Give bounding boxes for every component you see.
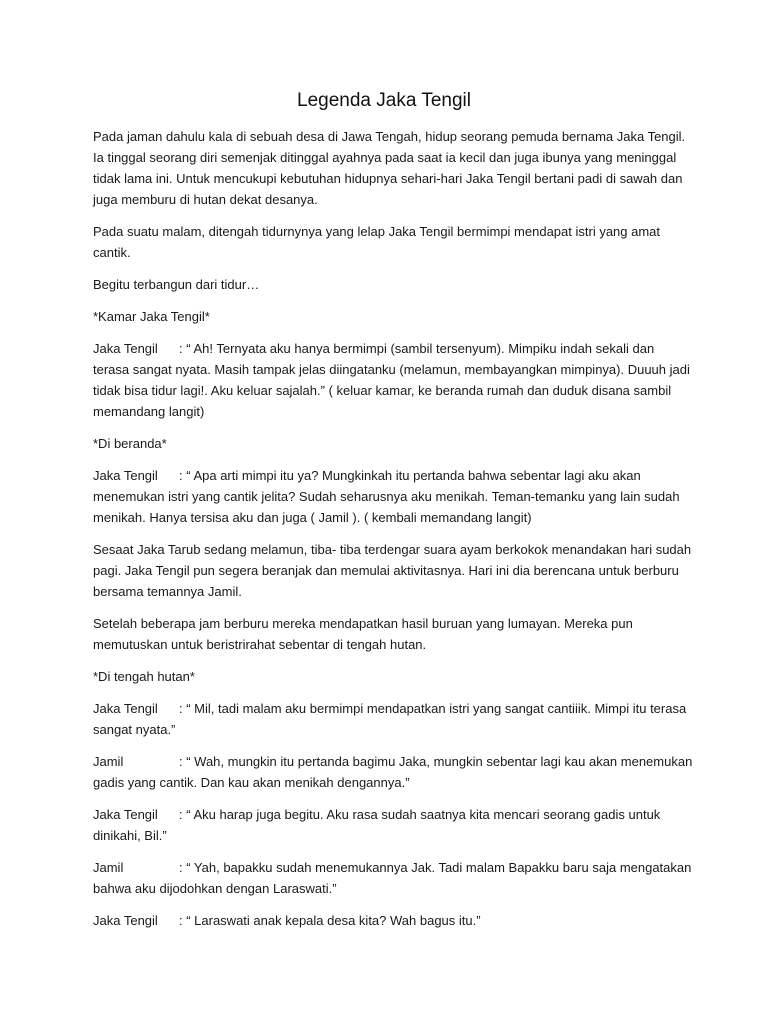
- paragraph-intro: Pada jaman dahulu kala di sebuah desa di Jawa Tengah, hidup seorang pemuda bernama Jaka Tengil. Ia tinggal seorang diri semenjak ditinggal ayahnya pada saat ia kecil dan juga ibunya yang meninggal tidak lama ini. Untuk mencukupi kebutuhan hidupnya sehari-hari Jaka Tengil bertani padi di sawah dan juga memburu di hutan dekat desanya.: [93, 129, 686, 207]
- scene-heading-kamar: *Kamar Jaka Tengil*: [93, 309, 210, 324]
- dialogue-line: [93, 857, 693, 899]
- document-title: Legenda Jaka Tengil: [297, 90, 471, 111]
- dialogue-line: [93, 910, 693, 931]
- paragraph-morning: Sesaat Jaka Tarub sedang melamun, tiba- tiba terdengar suara ayam berkokok menandakan hari sudah pagi. Jaka Tengil pun segera beranjak dan memulai aktivitasnya. Hari ini dia berencana untuk berburu bersama temannya Jamil.: [93, 542, 692, 599]
- speaker-name: Jaka Tengil: [93, 468, 158, 483]
- scene-heading-hutan: *Di tengah hutan*: [93, 669, 195, 684]
- speaker-name: Jamil: [93, 860, 124, 875]
- paragraph-wake: Begitu terbangun dari tidur…: [93, 277, 260, 292]
- speech-text: : “ Apa arti mimpi itu ya? Mungkinkah itu pertanda bahwa sebentar lagi aku akan menemukan istri yang cantik jelita? Sudah seharusnya aku menikah. Teman-temanku yang lain sudah menikah. Hanya tersisa aku dan juga ( Jamil ). ( kembali memandang langit): [93, 468, 680, 525]
- speech-text: : “ Yah, bapakku sudah menemukannya Jak. Tadi malam Bapakku baru saja mengatakan bahwa aku dijodohkan dengan Laraswati.”: [93, 860, 692, 896]
- dialogue-line: [93, 751, 693, 793]
- dialogue-line: [93, 465, 693, 528]
- speech-text: : “ Mil, tadi malam aku bermimpi mendapatkan istri yang sangat cantiiik. Mimpi itu terasa sangat nyata.”: [93, 701, 687, 737]
- speech-text: : “ Ah! Ternyata aku hanya bermimpi (sambil tersenyum). Mimpiku indah sekali dan terasa sangat nyata. Masih tampak jelas diingatanku (melamun, membayangkan mimpinya). Duuuh jadi tidak bisa tidur lagi!. Aku keluar sajalah.” ( keluar kamar, ke beranda rumah dan duduk disana sambil memandang langit): [93, 341, 690, 419]
- document-body: [93, 126, 693, 942]
- dialogue-line: [93, 698, 693, 740]
- speaker-name: Jaka Tengil: [93, 913, 158, 928]
- speaker-name: Jaka Tengil: [93, 807, 158, 822]
- speaker-name: Jaka Tengil: [93, 701, 158, 716]
- dialogue-line: [93, 338, 693, 422]
- paragraph-dream: Pada suatu malam, ditengah tidurnynya yang lelap Jaka Tengil bermimpi mendapat istri yang amat cantik.: [93, 224, 661, 260]
- speech-text: : “ Laraswati anak kepala desa kita? Wah bagus itu.”: [179, 913, 481, 928]
- speaker-name: Jamil: [93, 754, 124, 769]
- scene-heading-beranda: *Di beranda*: [93, 436, 167, 451]
- speech-text: : “ Wah, mungkin itu pertanda bagimu Jaka, mungkin sebentar lagi kau akan menemukan gadis yang cantik. Dan kau akan menikah dengannya.”: [93, 754, 693, 790]
- speaker-name: Jaka Tengil: [93, 341, 158, 356]
- paragraph-hunting: Setelah beberapa jam berburu mereka mendapatkan hasil buruan yang lumayan. Mereka pun memutuskan untuk beristrirahat sebentar di tengah hutan.: [93, 616, 633, 652]
- speech-text: : “ Aku harap juga begitu. Aku rasa sudah saatnya kita mencari seorang gadis untuk dinikahi, Bil.”: [93, 807, 661, 843]
- dialogue-line: [93, 804, 693, 846]
